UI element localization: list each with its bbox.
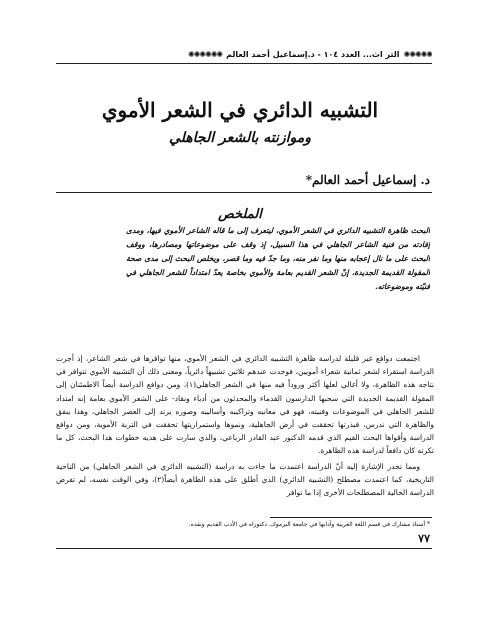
footnote-divider — [270, 517, 432, 518]
abstract-body: البحث ظاهرة التشبيه الدائري في الشعر الأموي، ليتعرف إلى ما قاله الشاعر الأموي فيها، ومدى إفادته من فنية الشاعر الجاهلي في هذا السبيل، إذ وقف على موضوعاتها ومصادرها، ووقف البحث على ما نال إعجابه منها وما نفر منه، وما جدّ فيه وما قصر، ويخلص البحث إلى مدى صحة المقولة القديمة الجديدة، إنّ الشعر القديم بعامة والأموي بخاصة يعدّ امتداداً للشعر الجاهلي في فنيّته وموضوعاته. — [126, 226, 430, 291]
author-footnote: * أستاذ مشارك في قسم اللغة العربية وآدابها في جامعة اليرموك، دكتوراه في الأدب القديم ونقده. — [188, 521, 430, 528]
abstract-text — [60, 224, 430, 348]
article-body — [56, 352, 434, 501]
header-text: التر اث... العدد ١٠٤ - د.إسماعيل أحمد العالم — [226, 49, 400, 59]
body-paragraph-2: ومما تجدر الإشارة إليه أنّ الدراسة اعتمدت ما جاءت به دراسة (التشبيه الدائري في الشعر الجاهلي) من الناحية التاريخية، كما اعتمدت مصطلح (التشبيه الدائري) الذي أطلق على هذه الظاهرة أيضاً(٢)، وفي الوقت نفسه، لم تفرض الدراسة الحالية المصطلحات الأخرى إذا ما توافر — [56, 461, 434, 498]
page-number: ٧٧ — [418, 532, 430, 545]
header-ornament-right: ✺✺✺✺✺ — [403, 49, 432, 59]
author-divider — [56, 192, 432, 193]
header-divider — [56, 63, 432, 64]
running-header — [56, 48, 432, 60]
article-title: التشبيه الدائري في الشعر الأموي — [101, 98, 379, 122]
abstract-heading: الملخص — [218, 207, 262, 222]
footer-divider — [56, 548, 432, 549]
article-subtitle: وموازنته بالشعر الجاهلي — [168, 130, 312, 146]
author-name: د. إسماعيل أحمد العالم* — [305, 173, 430, 187]
header-ornament-left: ✺✺✺✺✺✺ — [187, 49, 223, 59]
body-paragraph-1: اجتمعت دوافع غير قليلة لدراسة ظاهرة التشبيه الدائري في الشعر الأموي، منها توافرها في شعر الشاعر، إذ أجرت الدراسة استقراء لشعر ثمانية شعراء أمويين، فوجدت عندهم ثلاثين تشبيهاً دائرياً، ومعنى ذلك أن التشبيه الأموي تتوافر في نتاجه هذه الظاهرة، ولا أغالي لعلها أكثر وروداً فيه منها في الشعر الجاهلي(١)، ومن دوافع الدراسة أيضاً الاطمئنان إلى المقولة القديمة الجديدة التي سحبها الدارسون القدماء والمحدثون من أدباء ونقاد- على الشعر الأموي بعامة إنه امتداد للشعر الجاهلي في الموضوعات وفنيته، فهو في معانيه وتراكيبه وأساليبه وصوره يرتد إلى العصر الجاهلي، وهذا ينفق والظاهرة التي ندرس، فبذرتها تحققت في أرض الجاهلية، ونموها واستمراريتها تحققت في التربة الأموية، ومن دوافع الدراسة وأقواها البحث القيم الذي قدمه الدكتور عبد القادر الرباعي، والذي سارت على هديه خطوات هذا البحث، كل ما تكرته كان دافعاً لدراسة هذه الظاهرة. — [56, 354, 434, 456]
